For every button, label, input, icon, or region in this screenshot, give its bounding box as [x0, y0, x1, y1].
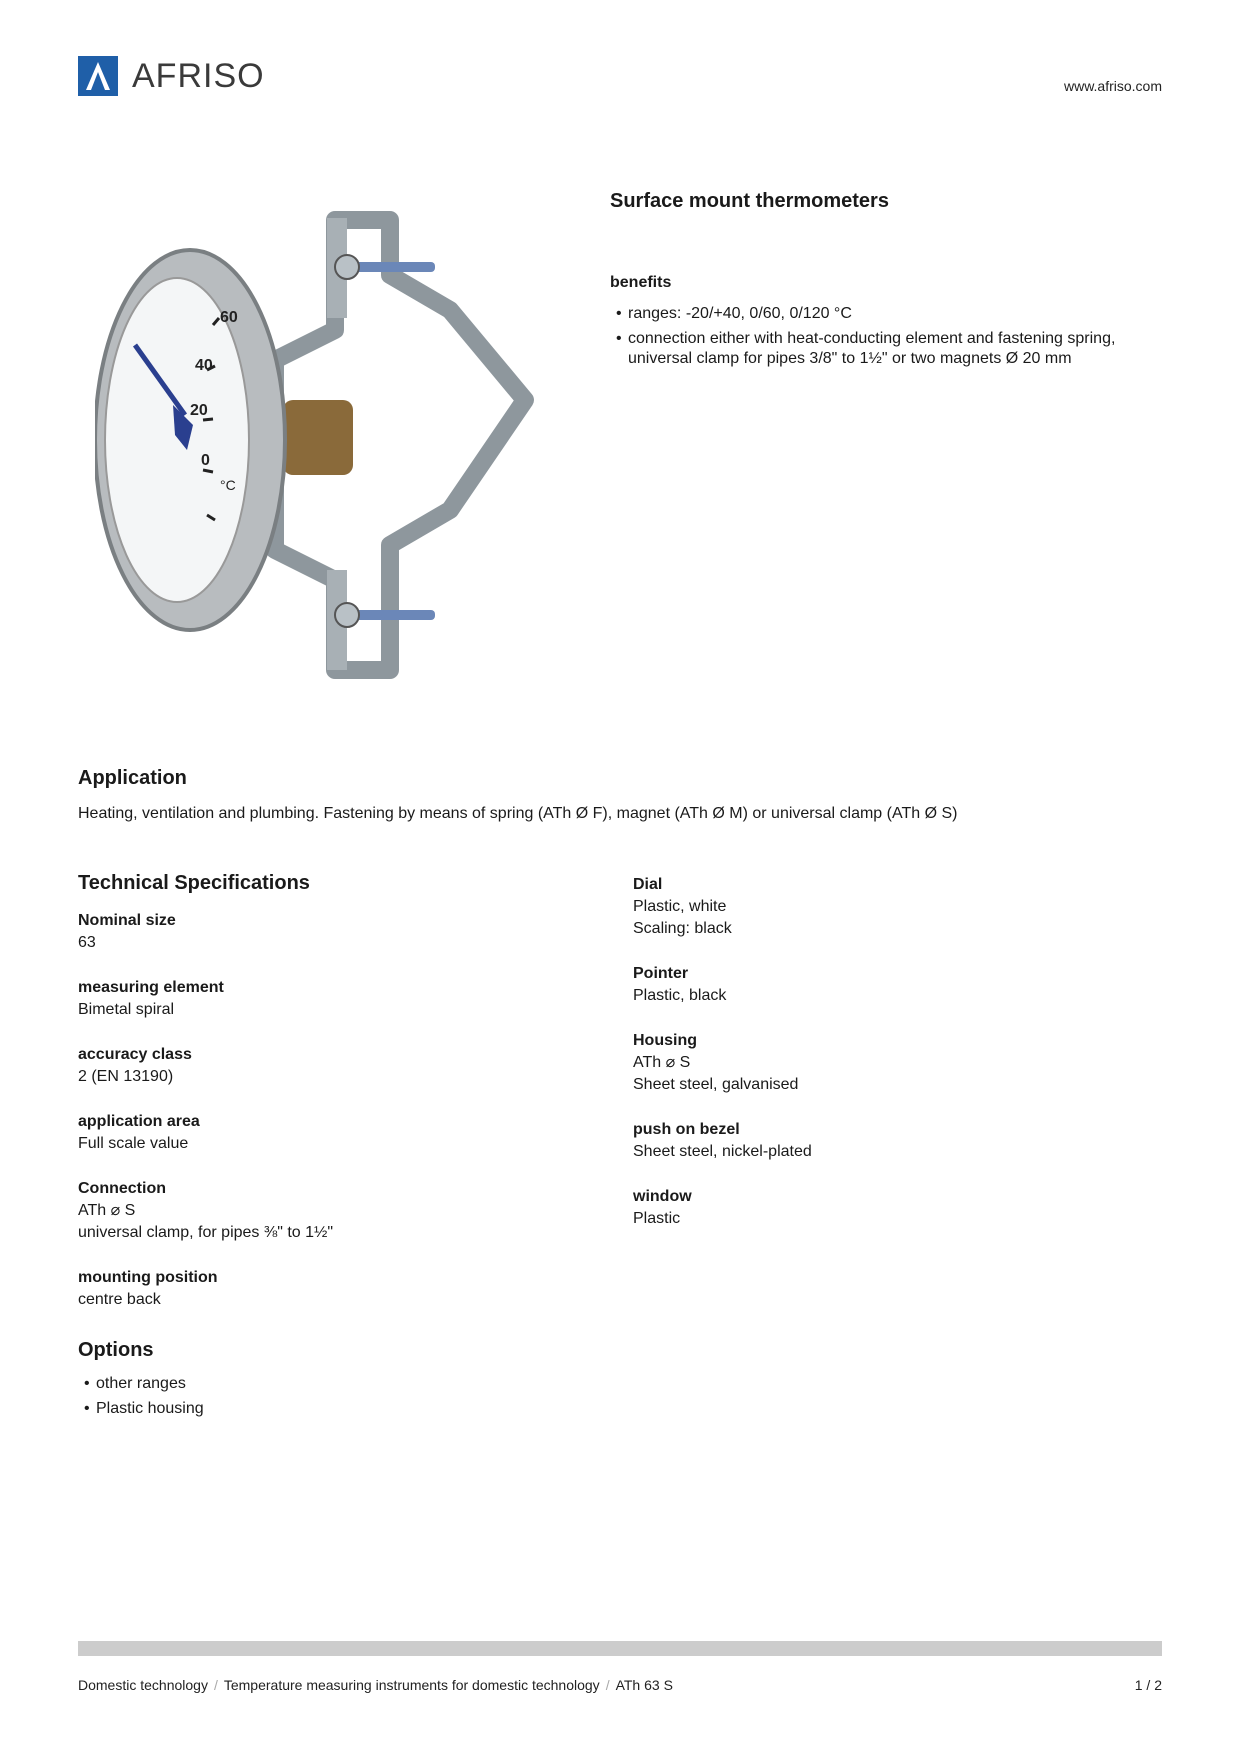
spec-label: mounting position	[78, 1269, 218, 1286]
spec-label: measuring element	[78, 979, 224, 996]
list-item: • connection either with heat-conducting element and fastening spring, universal clamp for pipes 3/8" to 1½" or two magnets Ø 20 mm	[610, 329, 1170, 369]
spec-label: Nominal size	[78, 912, 176, 929]
benefits-heading: benefits	[610, 274, 672, 291]
spec-label: Connection	[78, 1180, 166, 1197]
breadcrumb-item[interactable]: Domestic technology	[78, 1677, 208, 1693]
spec-label: Pointer	[633, 965, 689, 982]
spec-measuring-element	[78, 977, 598, 1021]
tech-specs-left-column	[78, 910, 598, 1334]
spec-housing	[633, 1030, 1153, 1096]
breadcrumb-separator: /	[605, 1677, 610, 1693]
spec-value: 63	[78, 934, 96, 951]
spec-value: centre back	[78, 1291, 161, 1308]
brass-connector	[283, 400, 353, 475]
options-heading: Options	[78, 1339, 154, 1361]
spec-connection	[78, 1178, 598, 1244]
dial-label-20: 20	[190, 402, 208, 419]
website-link[interactable]: www.afriso.com	[1063, 78, 1162, 94]
afriso-logo-icon	[78, 56, 118, 96]
options-list	[78, 1374, 204, 1424]
breadcrumb-item[interactable]: ATh 63 S	[615, 1677, 673, 1693]
spec-push-on-bezel	[633, 1119, 1153, 1163]
brand-name: AFRISO	[132, 56, 265, 95]
page-number: 1 / 2	[1134, 1677, 1162, 1693]
screw-bottom	[355, 610, 435, 620]
spec-value: Plastic, black	[633, 987, 727, 1004]
footer-divider	[78, 1641, 1162, 1656]
spec-value: universal clamp, for pipes ⅜" to 1½"	[78, 1224, 334, 1241]
product-image	[95, 210, 575, 690]
tech-specs-heading: Technical Specifications	[78, 872, 310, 894]
spec-label: accuracy class	[78, 1046, 192, 1063]
spec-mounting-position	[78, 1267, 598, 1311]
dial-unit: °C	[220, 477, 236, 493]
spec-value: ATh ⌀ S	[78, 1202, 136, 1219]
spec-application-area	[78, 1111, 598, 1155]
page-title: Surface mount thermometers	[610, 190, 889, 212]
spec-window	[633, 1186, 1153, 1230]
breadcrumb-separator: /	[213, 1677, 218, 1693]
tech-specs-right-column	[633, 874, 1153, 1253]
spec-label: Housing	[633, 1032, 697, 1049]
list-item: • Plastic housing	[78, 1399, 204, 1419]
spec-value: Full scale value	[78, 1135, 189, 1152]
list-item: • other ranges	[78, 1374, 204, 1394]
dial-label-0: 0	[201, 452, 210, 469]
screw-top	[355, 262, 435, 272]
spec-label: Dial	[633, 876, 663, 893]
application-heading: Application	[78, 767, 187, 789]
breadcrumb	[78, 1677, 673, 1693]
list-item: • ranges: -20/+40, 0/60, 0/120 °C	[610, 304, 1170, 324]
spec-value: 2 (EN 13190)	[78, 1068, 174, 1085]
application-text: Heating, ventilation and plumbing. Fastening by means of spring (ATh Ø F), magnet (ATh Ø M) or universal clamp (ATh Ø S)	[78, 805, 958, 822]
dial-face	[105, 278, 249, 602]
spec-value: ATh ⌀ S	[633, 1054, 691, 1071]
spec-value: Bimetal spiral	[78, 1001, 175, 1018]
dial-label-40: 40	[195, 357, 213, 374]
spec-nominal-size	[78, 910, 598, 954]
spec-value: Scaling: black	[633, 920, 732, 937]
dial-label-60: 60	[220, 309, 238, 326]
benefits-list	[610, 304, 1170, 374]
spec-label: window	[633, 1188, 692, 1205]
spec-value: Sheet steel, galvanised	[633, 1076, 799, 1093]
brand-logo	[78, 54, 308, 98]
breadcrumb-item[interactable]: Temperature measuring instruments for domestic technology	[223, 1677, 600, 1693]
spec-label: push on bezel	[633, 1121, 740, 1138]
spec-pointer	[633, 963, 1153, 1007]
spec-value: Plastic	[633, 1210, 681, 1227]
spec-accuracy-class	[78, 1044, 598, 1088]
spec-value: Sheet steel, nickel-plated	[633, 1143, 812, 1160]
spec-dial	[633, 874, 1153, 940]
spec-value: Plastic, white	[633, 898, 727, 915]
spec-label: application area	[78, 1113, 200, 1130]
